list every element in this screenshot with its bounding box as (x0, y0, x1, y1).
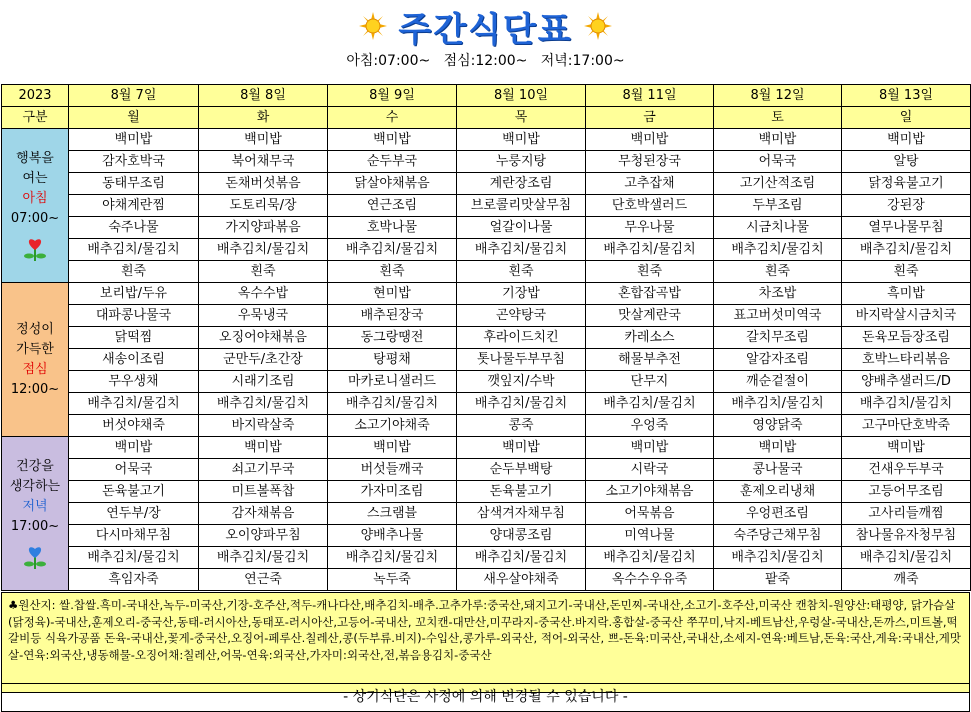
menu-item-cell: 백미밥 (328, 437, 457, 459)
menu-item-cell: 돈육불고기 (69, 481, 199, 503)
menu-item-cell: 배추김치/물김치 (199, 393, 328, 415)
menu-item-cell: 차조밥 (714, 283, 842, 305)
menu-item-cell: 열무나물무침 (842, 217, 971, 239)
menu-item-cell: 카레소스 (586, 327, 714, 349)
menu-item-cell: 호박느타리볶음 (842, 349, 971, 371)
menu-item-cell: 무청된장국 (586, 151, 714, 173)
menu-item-cell: 흰죽 (457, 261, 586, 283)
menu-item-cell: 미역나물 (586, 525, 714, 547)
menu-item-cell: 양배추나물 (328, 525, 457, 547)
menu-item-cell: 오징어야채볶음 (199, 327, 328, 349)
menu-item-cell: 흰죽 (842, 261, 971, 283)
lunch-menu-row (2, 371, 971, 393)
dinner-menu-row (2, 547, 971, 569)
menu-item-cell: 군만두/초간장 (199, 349, 328, 371)
lunch-menu-row (2, 415, 971, 437)
date-cell: 8월 11일 (586, 85, 714, 107)
menu-item-cell: 배추김치/물김치 (328, 239, 457, 261)
menu-item-cell: 쇠고기무국 (199, 459, 328, 481)
menu-item-cell: 기장밥 (457, 283, 586, 305)
menu-item-cell: 돈채버섯볶음 (199, 173, 328, 195)
menu-item-cell: 우엉죽 (586, 415, 714, 437)
breakfast-menu-row (2, 129, 971, 151)
date-cell: 8월 10일 (457, 85, 586, 107)
menu-item-cell: 연근조림 (328, 195, 457, 217)
menu-item-cell: 백미밥 (328, 129, 457, 151)
lunch-menu-row (2, 349, 971, 371)
menu-item-cell: 해물부추전 (586, 349, 714, 371)
menu-item-cell: 버섯들깨국 (328, 459, 457, 481)
footer-notice: - 상기식단은 사정에 의해 변경될 수 있습니다 - (1, 683, 970, 712)
menu-item-cell: 가지양파볶음 (199, 217, 328, 239)
weekday-cell: 일 (842, 107, 971, 129)
menu-item-cell: 새우살야채죽 (457, 569, 586, 591)
lunch-menu-row (2, 305, 971, 327)
menu-item-cell: 배추김치/물김치 (199, 239, 328, 261)
menu-item-cell: 무우생채 (69, 371, 199, 393)
menu-item-cell: 배추된장국 (328, 305, 457, 327)
menu-item-cell: 고추잡채 (586, 173, 714, 195)
menu-item-cell: 알감자조림 (714, 349, 842, 371)
dinner-menu-row (2, 525, 971, 547)
date-cell: 8월 12일 (714, 85, 842, 107)
menu-item-cell: 흑미밥 (842, 283, 971, 305)
menu-item-cell: 연두부/장 (69, 503, 199, 525)
category-label: 구분 (2, 107, 69, 129)
date-cell: 8월 13일 (842, 85, 971, 107)
menu-item-cell: 누룽지탕 (457, 151, 586, 173)
menu-item-cell: 팥죽 (714, 569, 842, 591)
menu-item-cell: 우묵냉국 (199, 305, 328, 327)
lunch-menu-row (2, 393, 971, 415)
weekday-cell: 월 (69, 107, 199, 129)
menu-item-cell: 어묵볶음 (586, 503, 714, 525)
dinner-menu-row (2, 503, 971, 525)
menu-table (1, 84, 971, 591)
menu-item-cell: 곤약탕국 (457, 305, 586, 327)
breakfast-menu-row (2, 239, 971, 261)
menu-item-cell: 숙주당근채무침 (714, 525, 842, 547)
menu-item-cell: 시락국 (586, 459, 714, 481)
menu-item-cell: 야채계란찜 (69, 195, 199, 217)
menu-item-cell: 새송이조림 (69, 349, 199, 371)
menu-item-cell: 배추김치/물김치 (714, 239, 842, 261)
menu-item-cell: 닭살야채볶음 (328, 173, 457, 195)
menu-item-cell: 백미밥 (842, 129, 971, 151)
menu-item-cell: 깨죽 (842, 569, 971, 591)
menu-item-cell: 백미밥 (586, 129, 714, 151)
menu-item-cell: 백미밥 (199, 129, 328, 151)
meal-label-line: 점심 (22, 361, 48, 377)
breakfast-label (2, 129, 69, 283)
dinner-label (2, 437, 69, 591)
menu-item-cell: 옥수수우유죽 (586, 569, 714, 591)
weekday-cell: 금 (586, 107, 714, 129)
menu-item-cell: 감자호박국 (69, 151, 199, 173)
lunch-label (2, 283, 69, 437)
meal-label-line: 건강을 (16, 458, 54, 474)
menu-item-cell: 갈치무조림 (714, 327, 842, 349)
menu-item-cell: 백미밥 (457, 129, 586, 151)
meal-times: 아침:07:00~ 점심:12:00~ 저녁:17:00~ (346, 53, 625, 69)
menu-item-cell: 깻잎지/수박 (457, 371, 586, 393)
menu-item-cell: 흰죽 (199, 261, 328, 283)
menu-item-cell: 양대콩조림 (457, 525, 586, 547)
menu-item-cell: 돈육불고기 (457, 481, 586, 503)
menu-item-cell: 배추김치/물김치 (69, 239, 199, 261)
menu-item-cell: 흑임자죽 (69, 569, 199, 591)
menu-item-cell: 배추김치/물김치 (714, 547, 842, 569)
weekday-cell: 목 (457, 107, 586, 129)
menu-item-cell: 숙주나물 (69, 217, 199, 239)
origin-notice: ♣원산지: 쌀.찹쌀.흑미-국내산,녹두-미국산,기장-호주산,적두-캐나다산,배추김치-배추.고추가루:중국산,돼지고기-국내산,돈민찌-국내산,소고기-호주산,미국산 캔참치-원양산:태평양, 닭가슴살(닭정육)-국내산,훈제오리-중국산,동태-러시아산,동태포-러시아산,고등어-국내산, 꼬치캔-대만산,미꾸라지-중국산.바지락.홍합살-중국산 쭈꾸미,낙지-베트남산,우렁살-국내산,돈까스,미트볼,떡갈비등 식육가공품 돈육-국내산,꽃게-중국산,오징어-페루산.칠레산,콩(두부류.비지)-수입산,콩가루-외국산, 적어-외국산, 쁘-돈육:미국산,국내산,소세지-연육:베트남,돈육:국산,게육:국내산,게맛살-연육:외국산,냉동해물-오징어채:칠레산,어묵-연육:외국산,가자미:외국산,전,볶음용김치-중국산 (1, 592, 970, 693)
menu-item-cell: 백미밥 (842, 437, 971, 459)
lunch-menu-row (2, 283, 971, 305)
menu-item-cell: 순두부백탕 (457, 459, 586, 481)
meal-label-line: 여는 (22, 170, 48, 186)
menu-item-cell: 백미밥 (199, 437, 328, 459)
menu-item-cell: 흰죽 (328, 261, 457, 283)
breakfast-menu-row (2, 195, 971, 217)
menu-item-cell: 연근죽 (199, 569, 328, 591)
menu-item-cell: 닭떡찜 (69, 327, 199, 349)
menu-item-cell: 흰죽 (586, 261, 714, 283)
menu-item-cell: 오이양파무침 (199, 525, 328, 547)
menu-item-cell: 표고버섯미역국 (714, 305, 842, 327)
menu-item-cell: 어묵국 (69, 459, 199, 481)
menu-item-cell: 배추김치/물김치 (714, 393, 842, 415)
meal-label-line: 07:00~ (10, 210, 60, 226)
menu-item-cell: 훈제오리냉채 (714, 481, 842, 503)
meal-label-line: 생각하는 (9, 478, 61, 494)
date-cell: 8월 7일 (69, 85, 199, 107)
breakfast-menu-row (2, 151, 971, 173)
menu-item-cell: 얼갈이나물 (457, 217, 586, 239)
meal-label-line: 행복을 (16, 150, 54, 166)
menu-item-cell: 백미밥 (69, 437, 199, 459)
date-row (2, 85, 971, 107)
menu-item-cell: 배추김치/물김치 (586, 239, 714, 261)
menu-item-cell: 배추김치/물김치 (69, 393, 199, 415)
menu-item-cell: 고기산적조림 (714, 173, 842, 195)
sun-icon (358, 11, 388, 41)
menu-item-cell: 바지락살죽 (199, 415, 328, 437)
breakfast-menu-row (2, 261, 971, 283)
menu-item-cell: 고사리들깨찜 (842, 503, 971, 525)
menu-item-cell: 어묵국 (714, 151, 842, 173)
menu-item-cell: 바지락살시금치국 (842, 305, 971, 327)
meal-label-line: 17:00~ (10, 518, 60, 534)
menu-item-cell: 콩나물국 (714, 459, 842, 481)
menu-item-cell: 맛살계란국 (586, 305, 714, 327)
menu-item-cell: 배추김치/물김치 (842, 239, 971, 261)
menu-item-cell: 배추김치/물김치 (328, 393, 457, 415)
meal-label-line: 가득한 (16, 341, 54, 357)
meal-label-line: 12:00~ (10, 381, 60, 397)
weekday-row (2, 107, 971, 129)
meal-label-line: 정성이 (16, 321, 54, 337)
menu-item-cell: 배추김치/물김치 (69, 547, 199, 569)
date-cell: 8월 8일 (199, 85, 328, 107)
menu-item-cell: 백미밥 (69, 129, 199, 151)
menu-item-cell: 배추김치/물김치 (328, 547, 457, 569)
menu-item-cell: 배추김치/물김치 (457, 239, 586, 261)
menu-item-cell: 계란장조림 (457, 173, 586, 195)
menu-item-cell: 감자채볶음 (199, 503, 328, 525)
breakfast-menu-row (2, 217, 971, 239)
menu-item-cell: 시금치나물 (714, 217, 842, 239)
menu-item-cell: 탕평채 (328, 349, 457, 371)
menu-item-cell: 소고기야채볶음 (586, 481, 714, 503)
menu-item-cell: 닭정육불고기 (842, 173, 971, 195)
menu-item-cell: 알탕 (842, 151, 971, 173)
menu-item-cell: 톳나물두부무침 (457, 349, 586, 371)
menu-item-cell: 흰죽 (714, 261, 842, 283)
menu-item-cell: 마카로니샐러드 (328, 371, 457, 393)
weekday-cell: 화 (199, 107, 328, 129)
menu-item-cell: 호박나물 (328, 217, 457, 239)
menu-item-cell: 소고기야채죽 (328, 415, 457, 437)
menu-item-cell: 녹두죽 (328, 569, 457, 591)
lunch-menu-row (2, 327, 971, 349)
menu-item-cell: 시래기조림 (199, 371, 328, 393)
menu-item-cell: 참나물유자청무침 (842, 525, 971, 547)
menu-item-cell: 백미밥 (714, 129, 842, 151)
menu-item-cell: 흰죽 (69, 261, 199, 283)
menu-item-cell: 동태무조림 (69, 173, 199, 195)
dinner-menu-row (2, 569, 971, 591)
menu-item-cell: 백미밥 (586, 437, 714, 459)
menu-item-cell: 현미밥 (328, 283, 457, 305)
menu-item-cell: 강된장 (842, 195, 971, 217)
menu-item-cell: 백미밥 (714, 437, 842, 459)
menu-item-cell: 단무지 (586, 371, 714, 393)
menu-item-cell: 순두부국 (328, 151, 457, 173)
dinner-menu-row (2, 437, 971, 459)
dinner-menu-row (2, 481, 971, 503)
weekday-cell: 토 (714, 107, 842, 129)
menu-item-cell: 배추김치/물김치 (457, 393, 586, 415)
menu-item-cell: 후라이드치킨 (457, 327, 586, 349)
menu-item-cell: 도토리묵/장 (199, 195, 328, 217)
menu-item-cell: 대파콩나물국 (69, 305, 199, 327)
menu-item-cell: 깨순겉절이 (714, 371, 842, 393)
page-title: 주간식단표 (398, 9, 573, 50)
heart-flower-icon (21, 235, 49, 263)
meal-label-line: 아침 (22, 190, 48, 206)
menu-item-cell: 고등어무조림 (842, 481, 971, 503)
breakfast-menu-row (2, 173, 971, 195)
blue-flower-icon (21, 543, 49, 571)
menu-item-cell: 가자미조림 (328, 481, 457, 503)
year-cell: 2023 (2, 85, 69, 107)
meal-label-line: 저녁 (22, 498, 48, 514)
menu-item-cell: 무우나물 (586, 217, 714, 239)
menu-item-cell: 미트볼폭찹 (199, 481, 328, 503)
menu-item-cell: 스크램블 (328, 503, 457, 525)
menu-item-cell: 브로콜리맛살무침 (457, 195, 586, 217)
menu-item-cell: 영양닭죽 (714, 415, 842, 437)
menu-item-cell: 두부조림 (714, 195, 842, 217)
menu-item-cell: 백미밥 (457, 437, 586, 459)
menu-item-cell: 콩죽 (457, 415, 586, 437)
menu-item-cell: 버섯야채죽 (69, 415, 199, 437)
date-cell: 8월 9일 (328, 85, 457, 107)
menu-item-cell: 건새우두부국 (842, 459, 971, 481)
menu-item-cell: 단호박샐러드 (586, 195, 714, 217)
menu-item-cell: 고구마단호박죽 (842, 415, 971, 437)
menu-item-cell: 옥수수밥 (199, 283, 328, 305)
menu-item-cell: 배추김치/물김치 (586, 393, 714, 415)
menu-item-cell: 북어채무국 (199, 151, 328, 173)
sun-icon (583, 11, 613, 41)
menu-item-cell: 배추김치/물김치 (199, 547, 328, 569)
header (0, 0, 971, 84)
menu-item-cell: 돈육모듬장조림 (842, 327, 971, 349)
menu-item-cell: 삼색겨자채무침 (457, 503, 586, 525)
menu-item-cell: 동그랑땡전 (328, 327, 457, 349)
title-row (0, 4, 971, 48)
menu-item-cell: 배추김치/물김치 (457, 547, 586, 569)
menu-item-cell: 우엉편조림 (714, 503, 842, 525)
menu-item-cell: 배추김치/물김치 (586, 547, 714, 569)
menu-item-cell: 혼합잡곡밥 (586, 283, 714, 305)
dinner-menu-row (2, 459, 971, 481)
menu-item-cell: 다시마채무침 (69, 525, 199, 547)
weekday-cell: 수 (328, 107, 457, 129)
menu-item-cell: 배추김치/물김치 (842, 547, 971, 569)
menu-item-cell: 보리밥/두유 (69, 283, 199, 305)
menu-item-cell: 양배추샐러드/D (842, 371, 971, 393)
menu-item-cell: 배추김치/물김치 (842, 393, 971, 415)
